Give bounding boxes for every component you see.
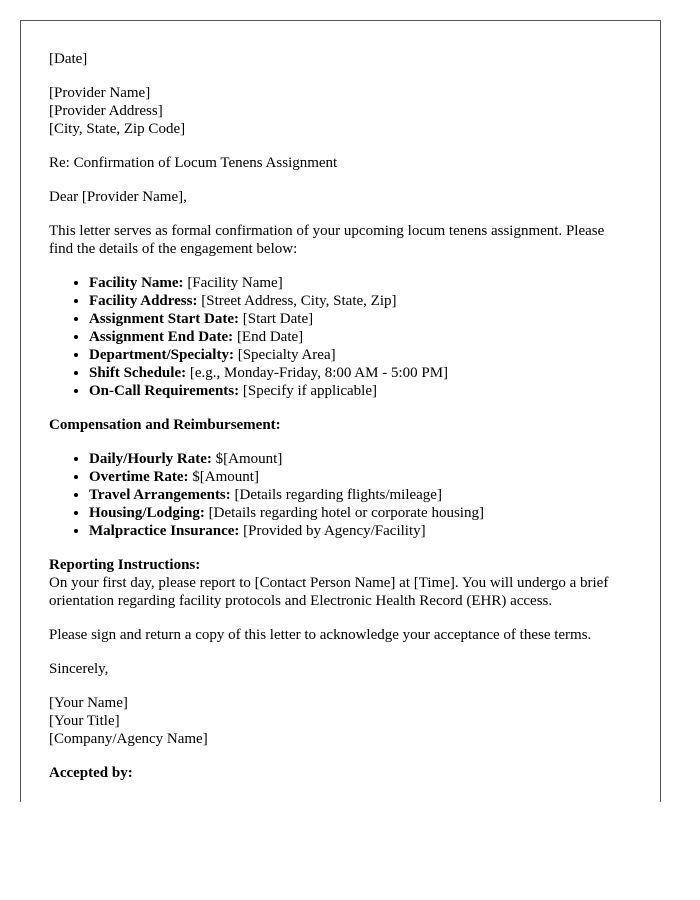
compensation-value: [Details regarding flights/mileage] — [234, 487, 442, 503]
recipient-city-state-zip: [City, State, Zip Code] — [49, 121, 186, 137]
compensation-label: Daily/Hourly Rate: — [89, 451, 212, 467]
detail-item-end-date — [89, 328, 632, 346]
salutation: Dear [Provider Name], — [49, 189, 187, 205]
compensation-item-malpractice — [89, 522, 632, 540]
detail-item-start-date — [89, 310, 632, 328]
detail-value: [Specialty Area] — [237, 347, 336, 363]
recipient-name: [Provider Name] — [49, 85, 151, 101]
detail-label: On-Call Requirements: — [89, 383, 240, 399]
compensation-value: [Details regarding hotel or corporate housing] — [208, 505, 484, 521]
detail-label: Department/Specialty: — [89, 347, 234, 363]
detail-label: Assignment End Date: — [89, 329, 234, 345]
compensation-label: Travel Arrangements: — [89, 487, 231, 503]
compensation-item-housing — [89, 504, 632, 522]
accepted-by-label: Accepted by: — [49, 765, 133, 781]
detail-item-facility-address — [89, 292, 632, 310]
detail-label: Shift Schedule: — [89, 365, 187, 381]
detail-label: Assignment Start Date: — [89, 311, 239, 327]
detail-value: [Start Date] — [242, 311, 314, 327]
detail-label: Facility Address: — [89, 293, 198, 309]
reporting-text: On your first day, please report to [Contact Person Name] at [Time]. You will undergo a brief orientation regarding facility protocols and Electronic Health Record (EHR) access. — [49, 575, 609, 609]
detail-value: [End Date] — [236, 329, 304, 345]
compensation-label: Malpractice Insurance: — [89, 523, 240, 539]
detail-item-specialty — [89, 346, 632, 364]
recipient-address: [Provider Address] — [49, 103, 163, 119]
compensation-item-rate — [89, 450, 632, 468]
sender-name: [Your Name] — [49, 695, 128, 711]
compensation-label: Overtime Rate: — [89, 469, 189, 485]
closing: Sincerely, — [49, 661, 109, 677]
detail-item-facility-name — [89, 274, 632, 292]
sender-block — [49, 694, 632, 748]
compensation-value: $[Amount] — [215, 451, 283, 467]
compensation-value: [Provided by Agency/Facility] — [243, 523, 426, 539]
intro-paragraph: This letter serves as formal confirmation of your upcoming locum tenens assignment. Please find the details of the engagement below: — [49, 223, 605, 257]
reporting-section — [49, 556, 632, 610]
letter-date: [Date] — [49, 51, 88, 67]
detail-value: [Street Address, City, State, Zip] — [201, 293, 397, 309]
compensation-list — [49, 450, 632, 540]
letter-page — [20, 20, 661, 802]
compensation-heading-text: Compensation and Reimbursement: — [49, 417, 281, 433]
detail-label: Facility Name: — [89, 275, 184, 291]
subject-line: Re: Confirmation of Locum Tenens Assignment — [49, 155, 338, 171]
detail-item-shift-schedule — [89, 364, 632, 382]
compensation-heading — [49, 416, 632, 434]
detail-item-on-call — [89, 382, 632, 400]
recipient-block — [49, 84, 632, 138]
compensation-item-overtime — [89, 468, 632, 486]
detail-value: [Specify if applicable] — [242, 383, 377, 399]
compensation-label: Housing/Lodging: — [89, 505, 205, 521]
accepted-by — [49, 764, 632, 782]
sign-request-paragraph: Please sign and return a copy of this letter to acknowledge your acceptance of these terms. — [49, 627, 592, 643]
assignment-details-list — [49, 274, 632, 400]
detail-value: [Facility Name] — [187, 275, 283, 291]
reporting-heading: Reporting Instructions: — [49, 557, 201, 573]
sender-company: [Company/Agency Name] — [49, 731, 208, 747]
compensation-value: $[Amount] — [192, 469, 259, 485]
sender-title: [Your Title] — [49, 713, 120, 729]
compensation-item-travel — [89, 486, 632, 504]
detail-value: [e.g., Monday-Friday, 8:00 AM - 5:00 PM] — [189, 365, 449, 381]
